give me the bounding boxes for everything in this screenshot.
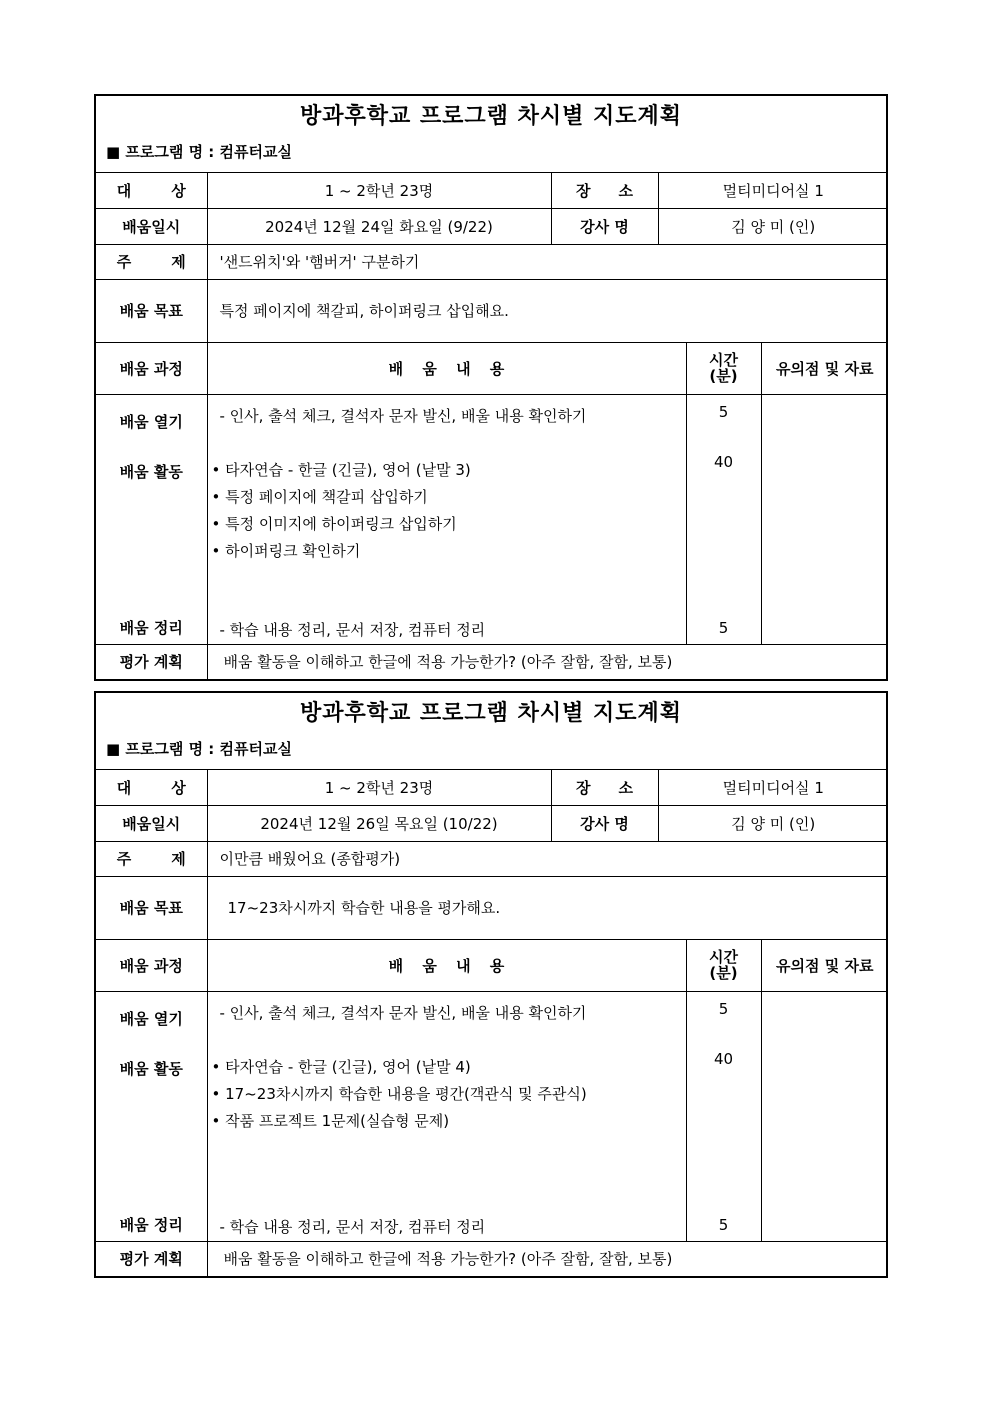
target-value: 1 ~ 2학년 23명 bbox=[207, 770, 551, 805]
target-value: 1 ~ 2학년 23명 bbox=[207, 173, 551, 208]
teacher-value: 김 양 미 (인) bbox=[658, 208, 888, 244]
activity-label: 배움 활동 bbox=[119, 1059, 183, 1078]
time-label: 시간 (분) bbox=[686, 939, 761, 991]
target-label: 대 상 bbox=[96, 173, 207, 208]
activity-item: • 특정 페이지에 책갈피 삽입하기 bbox=[212, 486, 428, 507]
activity-time: 40 bbox=[713, 1049, 734, 1068]
teacher-label: 강사 명 bbox=[551, 208, 658, 244]
process-label: 배움 과정 bbox=[96, 342, 207, 394]
plan-table bbox=[96, 173, 888, 679]
open-content: - 인사, 출석 체크, 결석자 문자 발신, 배울 내용 확인하기 bbox=[219, 1003, 587, 1022]
close-content: - 학습 내용 정리, 문서 저장, 컴퓨터 정리 bbox=[219, 1217, 486, 1236]
activity-item: • 타자연습 - 한글 (긴글), 영어 (낱말 4) bbox=[212, 1056, 471, 1077]
topic-label: 주 제 bbox=[96, 841, 207, 876]
open-content: - 인사, 출석 체크, 결석자 문자 발신, 배울 내용 확인하기 bbox=[219, 406, 587, 425]
eval-label: 평가 계획 bbox=[96, 1241, 207, 1276]
close-label: 배움 정리 bbox=[119, 1215, 183, 1234]
program-name: ■ 프로그램 명 : 컴퓨터교실 bbox=[96, 734, 886, 770]
date-value: 2024년 12월 24일 화요일 (9/22) bbox=[207, 208, 551, 244]
stage-column bbox=[96, 394, 207, 644]
lesson-plan-2 bbox=[94, 691, 888, 1278]
eval-value: 배움 활동을 이해하고 한글에 적용 가능한가? (아주 잘함, 잘함, 보통) bbox=[207, 1241, 888, 1276]
date-value: 2024년 12월 26일 목요일 (10/22) bbox=[207, 805, 551, 841]
notes-label: 유의점 및 자료 bbox=[761, 342, 888, 394]
close-label: 배움 정리 bbox=[119, 618, 183, 637]
topic-value: 이만큼 배웠어요 (종합평가) bbox=[207, 841, 888, 876]
content-column bbox=[207, 991, 686, 1241]
goal-value: 특정 페이지에 책갈피, 하이퍼링크 삽입해요. bbox=[207, 279, 888, 342]
topic-label: 주 제 bbox=[96, 244, 207, 279]
program-name: ■ 프로그램 명 : 컴퓨터교실 bbox=[96, 137, 886, 173]
stage-column bbox=[96, 991, 207, 1241]
teacher-label: 강사 명 bbox=[551, 805, 658, 841]
content-column bbox=[207, 394, 686, 644]
plan-title: 방과후학교 프로그램 차시별 지도계획 bbox=[299, 104, 682, 129]
plan-table bbox=[96, 770, 888, 1276]
place-value: 멀티미디어실 1 bbox=[658, 173, 888, 208]
goal-label: 배움 목표 bbox=[96, 279, 207, 342]
time-column bbox=[686, 394, 761, 644]
date-label: 배움일시 bbox=[96, 805, 207, 841]
notes-column bbox=[761, 991, 888, 1241]
activity-item: • 특정 이미지에 하이퍼링크 삽입하기 bbox=[212, 513, 457, 534]
topic-value: '샌드위치'와 '햄버거' 구분하기 bbox=[207, 244, 888, 279]
activity-item: • 타자연습 - 한글 (긴글), 영어 (낱말 3) bbox=[212, 459, 471, 480]
date-label: 배움일시 bbox=[96, 208, 207, 244]
close-time: 5 bbox=[718, 618, 729, 637]
close-time: 5 bbox=[718, 1215, 729, 1234]
open-time: 5 bbox=[718, 402, 729, 421]
process-label: 배움 과정 bbox=[96, 939, 207, 991]
activity-time: 40 bbox=[713, 452, 734, 471]
time-label: 시간 (분) bbox=[686, 342, 761, 394]
eval-label: 평가 계획 bbox=[96, 644, 207, 679]
open-label: 배움 열기 bbox=[119, 1009, 183, 1028]
plan-title: 방과후학교 프로그램 차시별 지도계획 bbox=[299, 701, 682, 726]
open-label: 배움 열기 bbox=[119, 412, 183, 431]
notes-column bbox=[761, 394, 888, 644]
place-label: 장 소 bbox=[551, 173, 658, 208]
open-time: 5 bbox=[718, 999, 729, 1018]
content-label: 배 움 내 용 bbox=[207, 939, 686, 991]
activity-item: • 17~23차시까지 학습한 내용을 평간(객관식 및 주관식) bbox=[212, 1083, 587, 1104]
place-value: 멀티미디어실 1 bbox=[658, 770, 888, 805]
eval-value: 배움 활동을 이해하고 한글에 적용 가능한가? (아주 잘함, 잘함, 보통) bbox=[207, 644, 888, 679]
close-content: - 학습 내용 정리, 문서 저장, 컴퓨터 정리 bbox=[219, 620, 486, 639]
time-column bbox=[686, 991, 761, 1241]
activity-item: • 작품 프로젝트 1문제(실습형 문제) bbox=[212, 1110, 450, 1131]
place-label: 장 소 bbox=[551, 770, 658, 805]
goal-value: 17~23차시까지 학습한 내용을 평가해요. bbox=[207, 876, 888, 939]
activity-label: 배움 활동 bbox=[119, 462, 183, 481]
teacher-value: 김 양 미 (인) bbox=[658, 805, 888, 841]
target-label: 대 상 bbox=[96, 770, 207, 805]
notes-label: 유의점 및 자료 bbox=[761, 939, 888, 991]
activity-item: • 하이퍼링크 확인하기 bbox=[212, 540, 361, 561]
content-label: 배 움 내 용 bbox=[207, 342, 686, 394]
lesson-plan-1 bbox=[94, 94, 888, 681]
goal-label: 배움 목표 bbox=[96, 876, 207, 939]
